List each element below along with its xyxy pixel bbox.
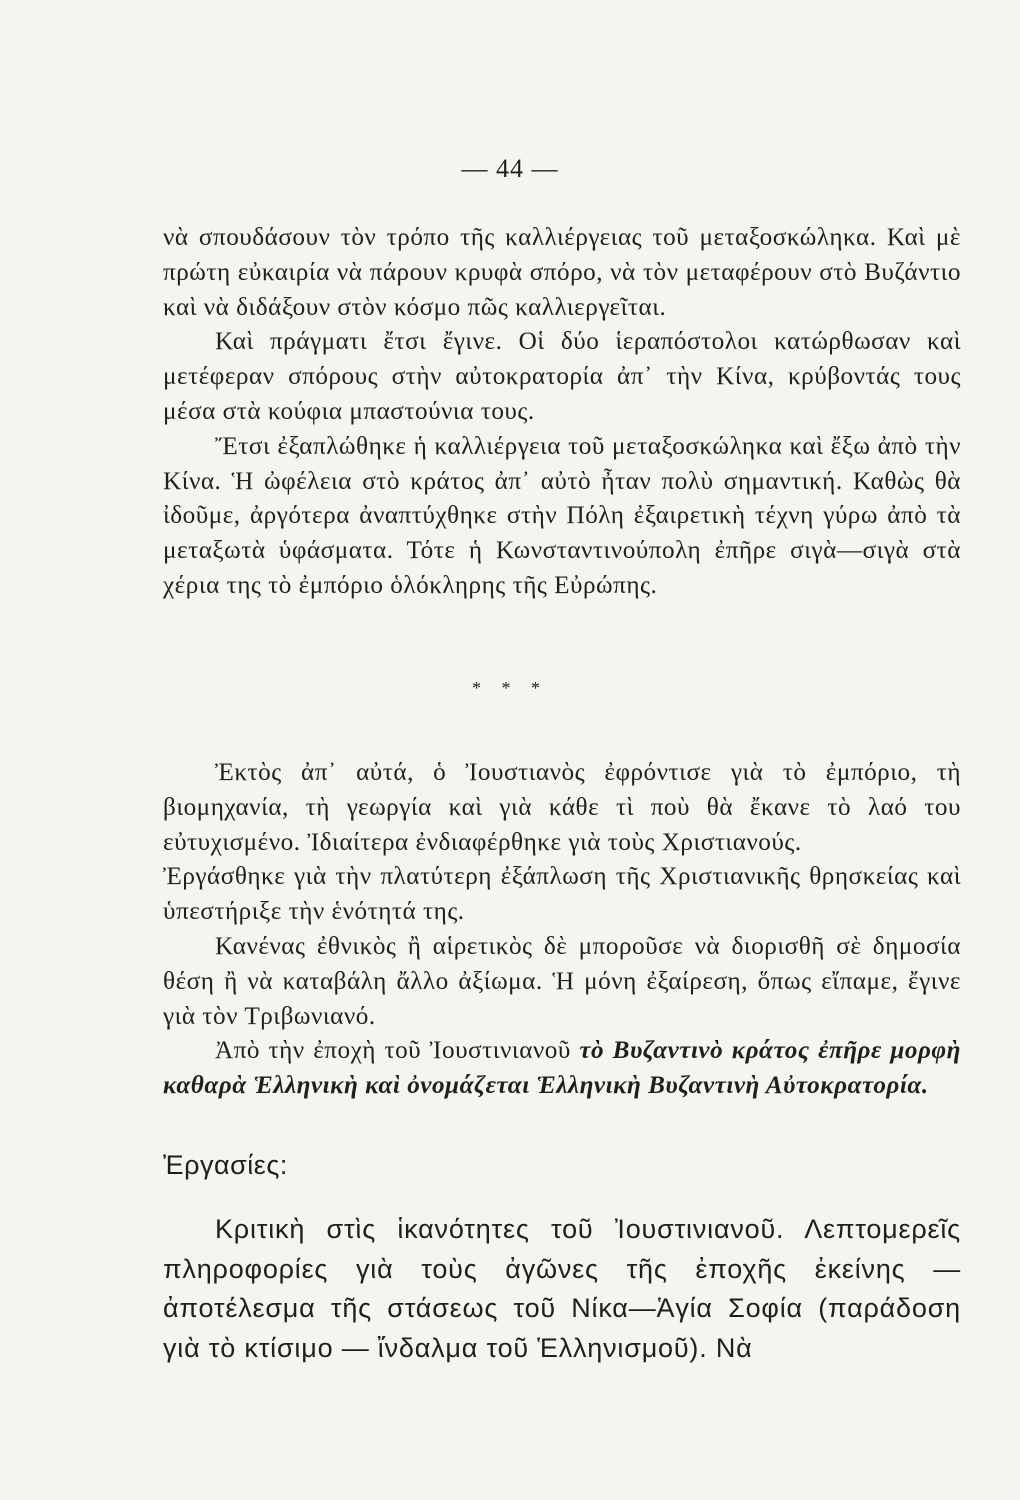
silkworm-section — [163, 221, 961, 604]
paragraph-text: Ἀπὸ τὴν ἐποχὴ τοῦ Ἰουστινιανοῦ — [215, 1037, 571, 1065]
page-number: — 44 — — [461, 154, 559, 183]
exercises-text: Κριτικὴ στὶς ἱκανότητες τοῦ Ἰουστινιανοῦ. Λεπτομερεῖς πληροφορίες γιὰ τοὺς ἀγῶνες τῆς ἐποχῆς ἐκείνης —ἀποτέλεσμα τῆς στάσεως τοῦ Νίκα—Ἁγία Σοφία (παράδοση γιὰ τὸ κτίσιμο — ἴνδαλμα τοῦ Ἑλληνισμοῦ). Νὰ — [163, 1214, 961, 1363]
paragraph: Ἔτσι ἐξαπλώθηκε ἡ καλλιέργεια τοῦ μεταξοσκώληκα καὶ ἔξω ἀπὸ τὴν Κίνα. Ἡ ὠφέλεια στὸ κράτος ἀπ᾽ αὐτὸ ἦταν πολὺ σημαντική. Καθὼς θὰ ἰδοῦμε, ἀργότερα ἀναπτύχθηκε στὴν Πόλη ἐξαιρετικὴ τέχνη γύρω ἀπὸ τὰ μεταξωτὰ ὑφάσματα. Τότε ἡ Κωνσταντινούπολη ἐπῆρε σιγὰ—σιγὰ στὰ χέρια της τὸ ἐμπόριο ὁλόκληρης τῆς Εὐρώπης. — [163, 432, 961, 599]
exercises-section — [163, 1210, 961, 1368]
section-ornament: * * * — [472, 678, 548, 698]
exercises-title: Ἐργασίες: — [163, 1150, 288, 1180]
paragraph: Καὶ πράγματι ἔτσι ἔγινε. Οἱ δύο ἱεραπόστολοι κατώρθωσαν καὶ μετέφεραν σπόρους στὴν αὐτοκρατορία ἀπ᾽ τὴν Κίνα, κρύβοντάς τους μέσα στὰ κούφια μπαστούνια τους. — [163, 328, 961, 425]
emphasized-text: τὸ Βυζαντινὸ κράτος ἐπῆρε μορφὴ καθαρὰ Ἑλληνικὴ καὶ ὀνομάζεται Ἑλληνικὴ Βυζαντινὴ Αὐτοκρατορία. — [163, 1037, 961, 1100]
paragraph — [163, 1034, 961, 1104]
justinian-section — [163, 756, 961, 1104]
paragraph: Ἐκτὸς ἀπ᾽ αὐτά, ὁ Ἰουστιανὸς ἐφρόντισε γιὰ τὸ ἐμπόριο, τὴ βιομηχανία, τὴ γεωργία καὶ γιὰ κάθε τὶ ποὺ θὰ ἔκανε τὸ λαό του εὐτυχισμένο. Ἰδιαίτερα ἐνδιαφέρθηκε γιὰ τοὺς Χριστιανούς. — [163, 759, 961, 856]
paragraph: Ἐργάσθηκε γιὰ τὴν πλατύτερη ἐξάπλωση τῆς Χριστιανικῆς θρησκείας καὶ ὑπεστήριξε τὴν ἑνότητά της. — [163, 863, 961, 926]
paragraph: νὰ σπουδάσουν τὸν τρόπο τῆς καλλιέργειας τοῦ μεταξοσκώληκα. Καὶ μὲ πρώτη εὐκαιρία νὰ πάρουν κρυφὰ σπόρο, νὰ τὸν μεταφέρουν στὸ Βυζάντιο καὶ νὰ διδάξουν στὸν κόσμο πῶς καλλιεργεῖται. — [163, 224, 961, 321]
paragraph: Κανένας ἐθνικὸς ἢ αἱρετικὸς δὲ μποροῦσε νὰ διορισθῆ σὲ δημοσία θέση ἢ νὰ καταβάλη ἄλλο ἀξίωμα. Ἡ μόνη ἐξαίρεση, ὅπως εἴπαμε, ἔγινε γιὰ τὸν Τριβωνιανό. — [163, 932, 961, 1030]
